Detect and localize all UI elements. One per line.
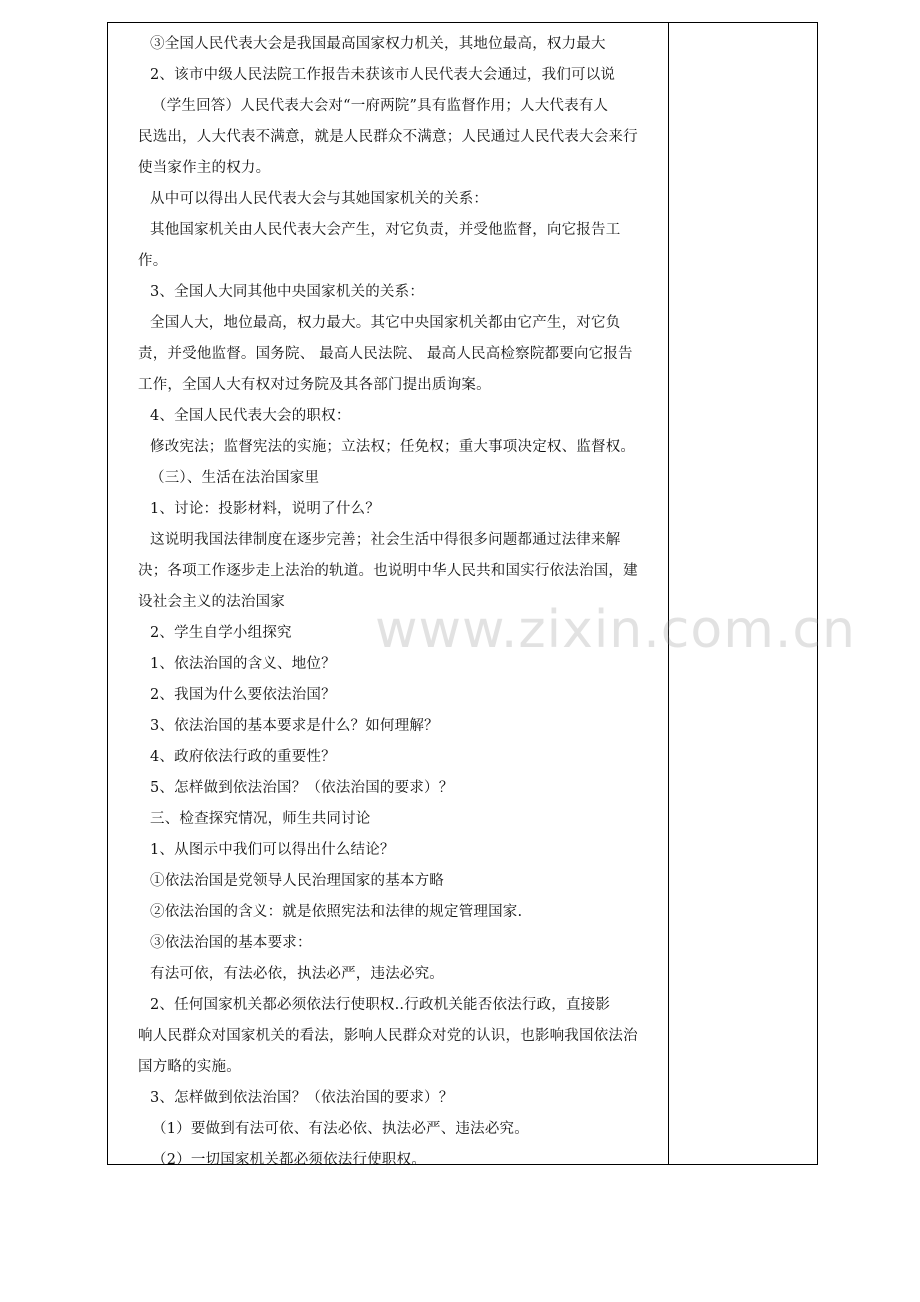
text-line: ③全国人民代表大会是我国最高国家权力机关，其地位最高，权力最大 [150,36,606,52]
text-line: 5、怎样做到依法治国？（依法治国的要求）？ [150,780,454,796]
text-line: 作。 [138,253,168,269]
text-line: 从中可以得出人民代表大会与其她国家机关的关系： [150,191,489,207]
text-line: （1）要做到有法可依、有法必依、执法必严、违法必究。 [152,1121,529,1137]
text-line: 2、任何国家机关都必须依法行使职权..行政机关能否依法行政，直接影 [150,997,611,1013]
watermark: www.zixin.com.cn [375,600,856,660]
text-line: 民选出，人大代表不满意，就是人民群众不满意；人民通过人民代表大会来行 [138,129,638,145]
text-line: （2）一切国家机关都必须依法行使职权。 [152,1152,427,1168]
text-line: 这说明我国法律制度在逐步完善；社会生活中得很多问题都通过法律来解 [150,532,621,548]
text-line: 设社会主义的法治国家 [138,594,285,610]
text-line: 国方略的实施。 [138,1059,241,1075]
text-line: 4、政府依法行政的重要性？ [150,749,336,765]
text-line: 3、依法治国的基本要求是什么？如何理解？ [150,718,439,734]
text-line: 2、该市中级人民法院工作报告未获该市人民代表大会通过，我们可以说 [150,67,616,83]
text-line: 有法可依，有法必依，执法必严，违法必究。 [150,966,444,982]
text-line: 其他国家机关由人民代表大会产生，对它负责，并受他监督，向它报告工 [150,222,621,238]
main-text-column [138,29,660,1176]
text-line: 响人民群众对国家机关的看法，影响人民群众对党的认识，也影响我国依法治 [138,1028,638,1044]
text-line: 使当家作主的权力。 [138,160,271,176]
text-line: 2、学生自学小组探究 [150,625,292,641]
side-column-empty [669,23,817,1164]
text-line: 责，并受他监督。国务院、 最高人民法院、 最高人民高检察院都要向它报告 [138,346,633,362]
text-line: 1、从图示中我们可以得出什么结论？ [150,842,395,858]
text-line: 决；各项工作逐步走上法治的轨道。也说明中华人民共和国实行依法治国，建 [138,563,638,579]
text-line: 3、全国人大同其他中央国家机关的关系： [150,284,425,300]
text-line: 修改宪法；监督宪法的实施；立法权；任免权；重大事项决定权、监督权。 [150,439,636,455]
text-line: ③依法治国的基本要求： [150,935,312,951]
text-line: ①依法治国是党领导人民治理国家的基本方略 [150,873,444,889]
text-line: 4、全国人民代表大会的职权： [150,408,351,424]
text-line: 工作，全国人大有权对过务院及其各部门提出质询案。 [138,377,491,393]
text-line: （学生回答）人民代表大会对“一府两院”具有监督作用；人大代表有人 [152,98,609,114]
text-line: 1、依法治国的含义、地位？ [150,656,336,672]
text-line: 2、我国为什么要依法治国？ [150,687,336,703]
text-line: 全国人大，地位最高，权力最大。其它中央国家机关都由它产生，对它负 [150,315,621,331]
text-line: ②依法治国的含义：就是依照宪法和法律的规定管理国家. [150,904,523,920]
content-table [107,22,818,1168]
text-line: 3、怎样做到依法治国？（依法治国的要求）？ [150,1090,454,1106]
text-line: 1、讨论：投影材料，说明了什么？ [150,501,380,517]
text-line: 三、检查探究情况，师生共同讨论 [150,811,371,827]
text-line: （三）、生活在法治国家里 [150,470,320,486]
